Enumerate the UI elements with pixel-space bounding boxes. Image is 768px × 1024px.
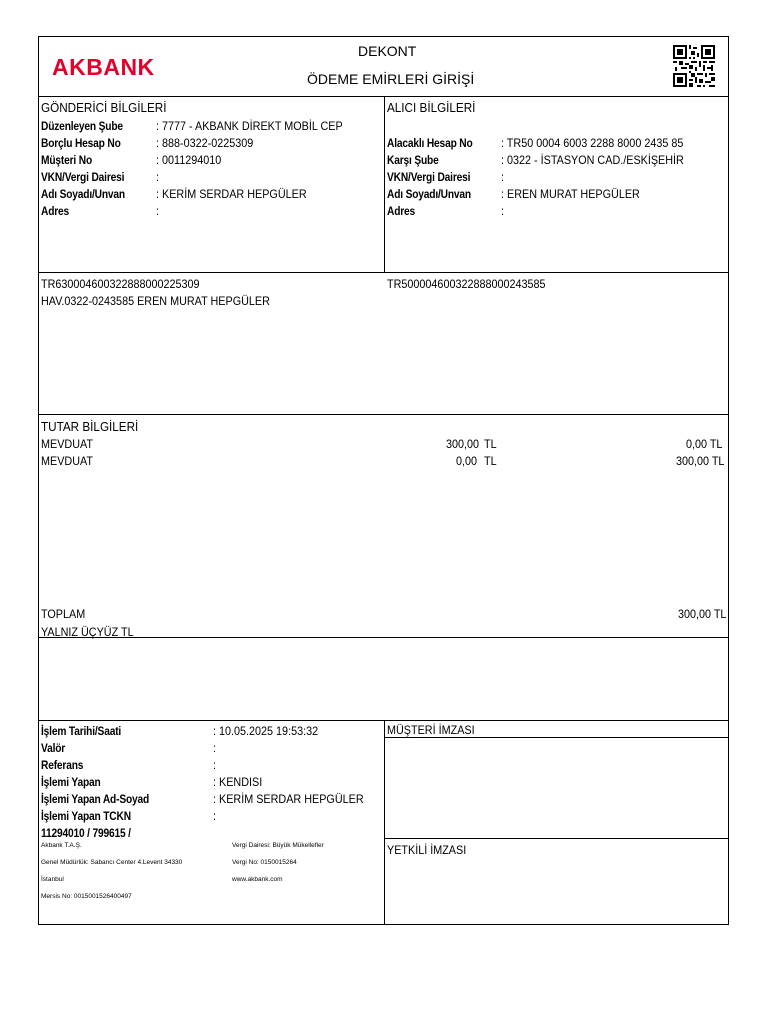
amount-row-2-balance: 300,00 TL [676, 454, 725, 468]
value-date-value: : [213, 741, 217, 755]
sender-branch-value: : 7777 - AKBANK DİREKT MOBİL CEP [156, 119, 343, 133]
total-label: TOPLAM [41, 607, 86, 621]
footer-tax-no: Vergi No: 0150015264 [232, 859, 297, 866]
receiver-heading: ALICI BİLGİLERİ [387, 100, 476, 115]
sender-address-value: : [156, 204, 160, 218]
authorized-signature-label: YETKİLİ İMZASI [387, 843, 467, 857]
receiver-tax-label: VKN/Vergi Dairesi [387, 170, 471, 184]
sender-branch-label: Düzenleyen Şube [41, 119, 123, 133]
footer-website: www.akbank.com [232, 876, 283, 883]
sender-heading: GÖNDERİCİ BİLGİLERİ [41, 100, 167, 115]
operator-name-value: : KERİM SERDAR HEPGÜLER [213, 792, 364, 806]
amount-row-2-type: MEVDUAT [41, 454, 94, 468]
transaction-date-label: İşlem Tarihi/Saati [41, 724, 122, 738]
customer-no-value: : 0011294010 [156, 153, 222, 167]
document-title: DEKONT [358, 43, 417, 59]
receiver-tax-value: : [501, 170, 505, 184]
qr-code-icon [673, 45, 715, 87]
receiver-branch-label: Karşı Şube [387, 153, 439, 167]
receiver-name-value: : EREN MURAT HEPGÜLER [501, 187, 640, 201]
debtor-account-value: : 888-0322-0225309 [156, 136, 254, 150]
footer-company: Akbank T.A.Ş. [41, 842, 82, 849]
amount-row-1-balance: 0,00 TL [686, 437, 723, 451]
reference-label: Referans [41, 758, 84, 772]
sender-tax-value: : [156, 170, 160, 184]
document-subtitle: ÖDEME EMİRLERİ GİRİŞİ [307, 71, 475, 87]
reference-code: 11294010 / 799615 / [41, 826, 131, 840]
total-in-words: YALNIZ ÜÇYÜZ TL [41, 625, 134, 639]
creditor-account-value: : TR50 0004 6003 2288 8000 2435 85 [501, 136, 684, 150]
amount-row-2-currency: TL [484, 454, 497, 468]
receiver-address-label: Adres [387, 204, 416, 218]
debtor-account-label: Borçlu Hesap No [41, 136, 121, 150]
receiver-iban: TR500004600322888000243585 [387, 277, 546, 291]
transfer-description: HAV.0322-0243585 EREN MURAT HEPGÜLER [41, 294, 270, 308]
transaction-date-value: : 10.05.2025 19:53:32 [213, 724, 319, 738]
receiver-branch-value: : 0322 - İSTASYON CAD./ESKİŞEHİR [501, 153, 684, 167]
operator-tckn-label: İşlemi Yapan TCKN [41, 809, 131, 823]
creditor-account-label: Alacaklı Hesap No [387, 136, 473, 150]
receiver-address-value: : [501, 204, 505, 218]
operator-tckn-value: : [213, 809, 217, 823]
total-value: 300,00 TL [678, 607, 727, 621]
operator-value: : KENDISI [213, 775, 263, 789]
sender-iban: TR630004600322888000225309 [41, 277, 200, 291]
footer-address: Genel Müdürlük: Sabancı Center 4.Levent 34330 [41, 859, 183, 866]
footer-tax-office: Vergi Dairesi: Büyük Mükellefler [232, 842, 324, 849]
sender-name-value: : KERİM SERDAR HEPGÜLER [156, 187, 307, 201]
operator-name-label: İşlemi Yapan Ad-Soyad [41, 792, 150, 806]
customer-signature-label: MÜŞTERİ İMZASI [387, 723, 475, 737]
party-divider [384, 96, 385, 272]
customer-no-label: Müşteri No [41, 153, 93, 167]
footer-city: İstanbul [41, 876, 64, 883]
customer-signature-underline [384, 737, 729, 738]
operator-label: İşlemi Yapan [41, 775, 101, 789]
sender-tax-label: VKN/Vergi Dairesi [41, 170, 125, 184]
footer-mersis: Mersis No: 0015001526400497 [41, 893, 132, 900]
signature-divider [384, 720, 385, 924]
amount-row-1-amount: 300,00 [446, 437, 480, 451]
amount-row-1-type: MEVDUAT [41, 437, 94, 451]
sender-name-label: Adı Soyadı/Unvan [41, 187, 126, 201]
amount-divider [38, 637, 729, 638]
description-divider [38, 414, 729, 415]
amount-row-1-currency: TL [484, 437, 497, 451]
party-section-divider [38, 272, 729, 273]
amount-row-2-amount: 0,00 [456, 454, 478, 468]
authorized-signature-divider [384, 838, 729, 839]
sender-address-label: Adres [41, 204, 70, 218]
amounts-heading: TUTAR BİLGİLERİ [41, 419, 139, 434]
value-date-label: Valör [41, 741, 66, 755]
akbank-logo: AKBANK [52, 54, 155, 80]
receiver-name-label: Adı Soyadı/Unvan [387, 187, 472, 201]
reference-value: : [213, 758, 217, 772]
